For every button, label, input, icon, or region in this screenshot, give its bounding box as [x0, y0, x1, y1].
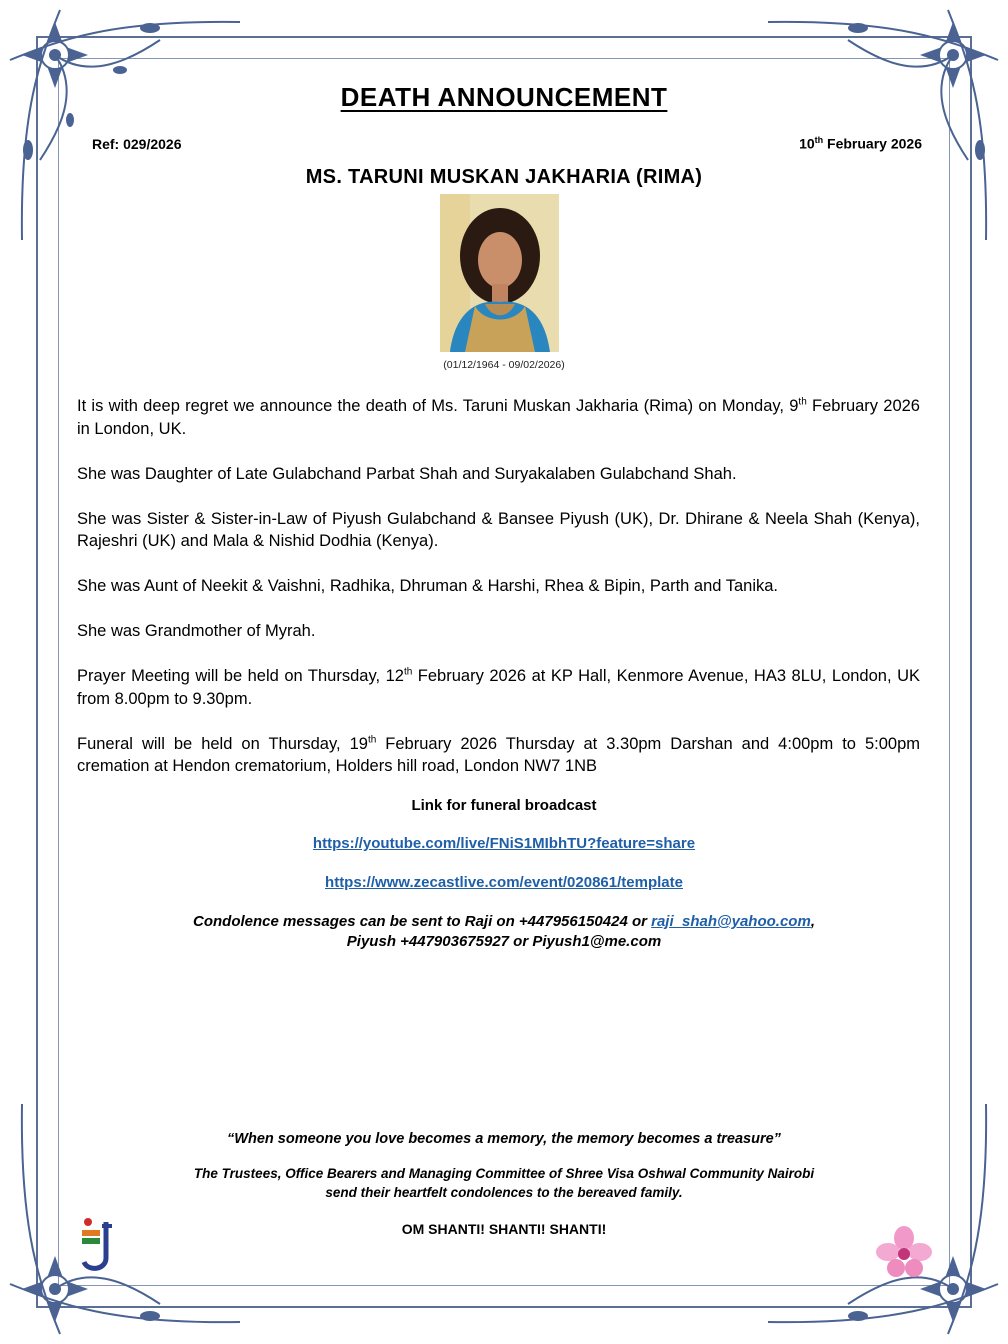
om-shanti: OM SHANTI! SHANTI! SHANTI! [401, 1221, 607, 1237]
date-rest: February 2026 [823, 135, 922, 152]
corner-ornament-top-right [758, 0, 1008, 250]
community-logo-icon [78, 1216, 120, 1276]
date-day: 10 [799, 135, 815, 152]
portrait-photo [440, 194, 559, 352]
ordinal-suffix: th [367, 734, 377, 745]
corner-ornament-top-left [0, 0, 250, 250]
lifespan-dates: (01/12/1964 - 09/02/2026) [443, 359, 565, 371]
youtube-broadcast-link[interactable]: https://youtube.com/live/FNiS1MIbhTU?feature=share [312, 835, 696, 852]
paragraph-announcement [77, 395, 920, 440]
zecast-broadcast-link[interactable]: https://www.zecastlive.com/event/020861/template [325, 874, 683, 891]
orchid-flower-icon [876, 1226, 932, 1278]
paragraph-text: February 2026 Thursday at 3.30pm Darshan and 4:00pm to 5:00pm cremation at Hendon crematorium, Holders hill road, London NW7 1NB [77, 734, 921, 775]
paragraph-aunt: She was Aunt of Neekit & Vaishni, Radhika, Dhruman & Harshi, Rhea & Bipin, Parth and Tanika. [77, 577, 779, 595]
ordinal-suffix: th [798, 396, 807, 408]
condolence-text-piyush: Piyush +447903675927 or Piyush1@me.com [346, 932, 662, 950]
raji-email-link[interactable]: raji_shah@yahoo.com [651, 913, 811, 930]
condolence-text: Condolence messages can be sent to Raji on +447956150424 or [193, 913, 652, 930]
paragraph-text: February 2026 in London, UK. [77, 397, 920, 438]
trustees-message [0, 1164, 1008, 1202]
paragraph-text: It is with deep regret we announce the death of Ms. Taruni Muskan Jakharia (Rima) on Monday, 9 [77, 397, 799, 415]
trustees-line: send their heartfelt condolences to the bereaved family. [325, 1185, 683, 1200]
broadcast-label: Link for funeral broadcast [411, 797, 597, 814]
trustees-line: The Trustees, Office Bearers and Managing Committee of Shree Visa Oshwal Community Nairobi [193, 1166, 815, 1181]
paragraph-text: Prayer Meeting will be held on Thursday, 12 [77, 667, 404, 685]
paragraph-text: Funeral will be held on Thursday, 19 [77, 734, 368, 753]
paragraph-grandmother: She was Grandmother of Myrah. [77, 622, 316, 640]
memorial-quote: “When someone you love becomes a memory, the memory becomes a treasure” [227, 1131, 781, 1147]
page-title: DEATH ANNOUNCEMENT [340, 82, 668, 112]
date-suffix: th [814, 135, 824, 145]
paragraph-prayer-meeting [77, 665, 920, 710]
paragraph-sister: She was Sister & Sister-in-Law of Piyush Gulabchand & Bansee Piyush (UK), Dr. Dhirane & Neela Shah (Kenya), Rajeshri (UK) and Mala & Nishid Dodhia (Kenya). [77, 509, 920, 550]
youtube-link-row [0, 835, 1008, 852]
announcement-date [799, 135, 922, 152]
deceased-name: MS. TARUNI MUSKAN JAKHARIA (RIMA) [305, 166, 703, 188]
reference-number: Ref: 029/2026 [92, 136, 182, 152]
ordinal-suffix: th [403, 666, 413, 678]
zecast-link-row [0, 874, 1008, 891]
condolence-text: , [810, 913, 815, 930]
paragraph-funeral [77, 733, 920, 778]
paragraph-daughter: She was Daughter of Late Gulabchand Parbat Shah and Suryakalaben Gulabchand Shah. [77, 464, 737, 483]
condolence-contacts [0, 912, 1008, 951]
announcement-body [77, 395, 920, 800]
paragraph-text: February 2026 at KP Hall, Kenmore Avenue, HA3 8LU, London, UK from 8.00pm to 9.30pm. [77, 667, 920, 708]
